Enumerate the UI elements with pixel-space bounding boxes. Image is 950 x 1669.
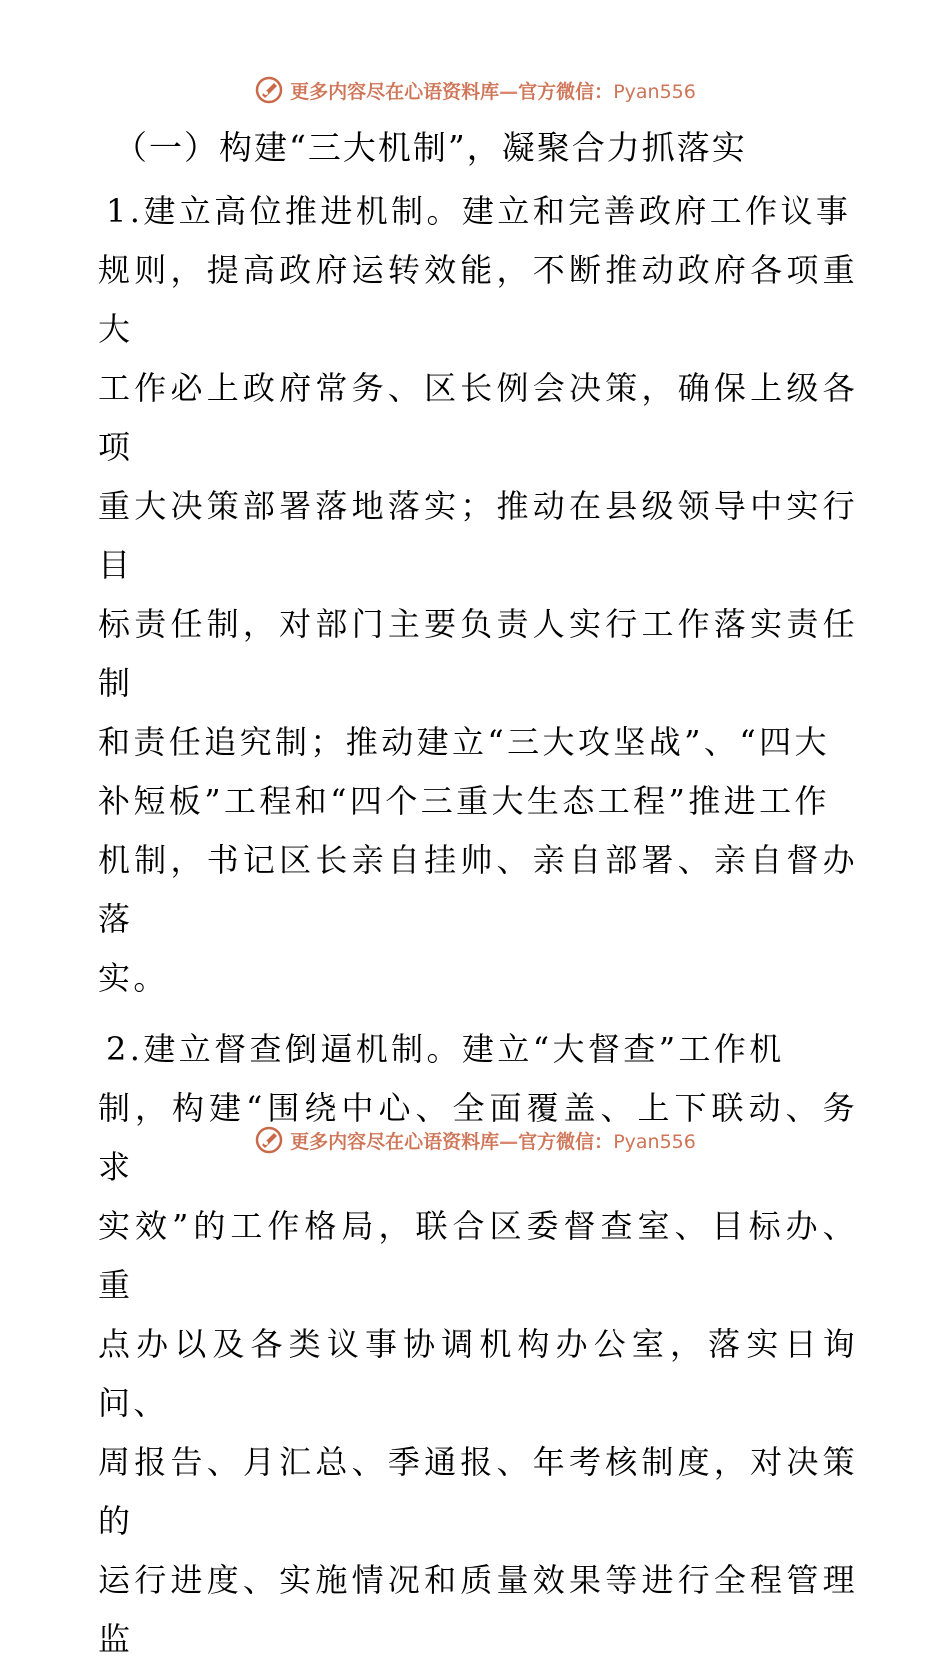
watermark-dash: — xyxy=(499,1130,519,1153)
watermark-site-text: 更多内容尽在心语资料库 xyxy=(290,1130,500,1153)
paragraph-line: 重大决策部署落地落实；推动在县级领导中实行目 xyxy=(98,487,858,584)
paragraph-line: 2.建立督查倒逼机制。建立“大督查”工作机 xyxy=(106,1030,785,1068)
watermark-wechat-label: 官方微信： xyxy=(518,1130,614,1153)
paragraph-line: 点办以及各类议事协调机构办公室，落实日询问、 xyxy=(98,1325,858,1422)
watermark-wechat-id: Pyan556 xyxy=(613,1130,696,1153)
header-watermark xyxy=(0,70,950,110)
paragraph-line: 制，构建“围绕中心、全面覆盖、上下联动、务求 xyxy=(98,1089,858,1186)
watermark-wechat-label: 官方微信： xyxy=(518,80,614,103)
paragraph-line: 标责任制，对部门主要负责人实行工作落实责任制 xyxy=(98,605,858,702)
paragraph-line: 机制，书记区长亲自挂帅、亲自部署、亲自督办落 xyxy=(98,841,858,938)
paragraph-line: 实效”的工作格局，联合区委督查室、目标办、重 xyxy=(98,1207,858,1304)
paragraph-line: 和责任追究制；推动建立“三大攻坚战”、“四大 xyxy=(98,723,830,761)
paragraph-2 xyxy=(98,1020,858,1669)
paragraph-line: 1.建立高位推进机制。建立和完善政府工作议事 xyxy=(106,192,852,230)
watermark-site-text: 更多内容尽在心语资料库 xyxy=(290,80,500,103)
paragraph-line: 补短板”工程和“四个三重大生态工程”推进工作 xyxy=(98,782,830,820)
paragraph-gap xyxy=(98,1008,858,1020)
paragraph-line: 周报告、月汇总、季通报、年考核制度，对决策的 xyxy=(98,1443,858,1540)
brand-logo-icon xyxy=(254,1125,284,1155)
section-heading: （一）构建“三大机制”，凝聚合力抓落实 xyxy=(114,128,747,167)
paragraph-line: 运行进度、实施情况和质量效果等进行全程管理监 xyxy=(98,1561,858,1658)
paragraph-line: 规则，提高政府运转效能，不断推动政府各项重大 xyxy=(98,251,858,348)
watermark-text xyxy=(290,77,696,104)
brand-logo-icon xyxy=(254,75,284,105)
watermark-text xyxy=(290,1127,696,1154)
watermark-wechat-id: Pyan556 xyxy=(613,80,696,103)
paragraph-1 xyxy=(98,182,858,1008)
document-body xyxy=(98,118,858,1669)
watermark-dash: — xyxy=(499,80,519,103)
footer-watermark xyxy=(0,1120,950,1160)
paragraph-line: 工作必上政府常务、区长例会决策，确保上级各项 xyxy=(98,369,858,466)
paragraph-line: 实。 xyxy=(98,959,169,997)
